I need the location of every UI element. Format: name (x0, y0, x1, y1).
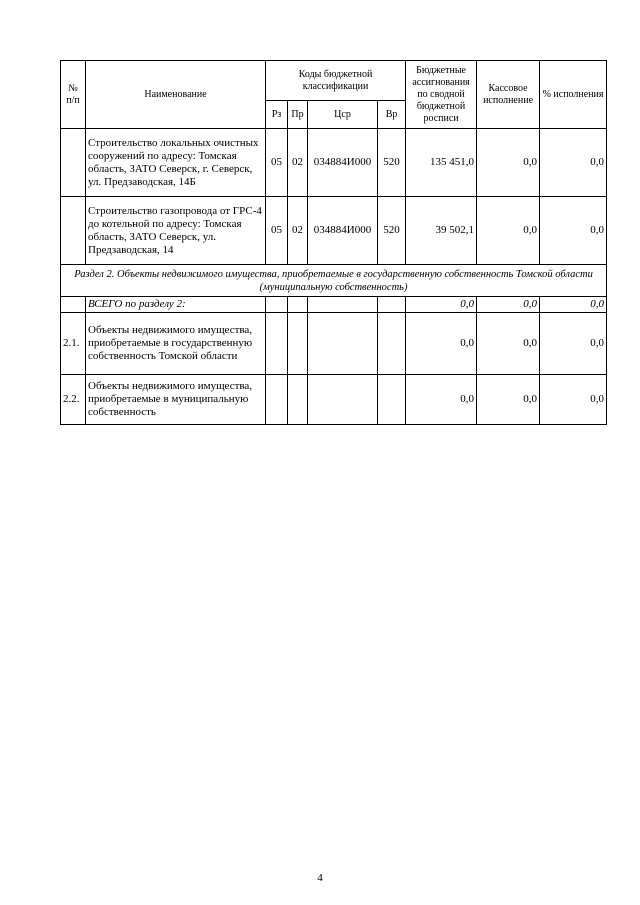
header-pct: % исполнения (540, 61, 607, 129)
row-pct: 0,0 (540, 313, 607, 375)
row-assign: 0,0 (406, 313, 477, 375)
header-name: Наименование (86, 61, 266, 129)
row-pct: 0,0 (540, 375, 607, 425)
table-row (61, 129, 607, 197)
row-cash: 0,0 (477, 313, 540, 375)
row-name: Строительство локальных очистных сооружений по адресу: Томская область, ЗАТО Северск, г. Северск, ул. Предзаводская, 14Б (86, 129, 266, 197)
section-2-total-cash: 0,0 (477, 297, 540, 313)
row-pr: 02 (288, 197, 308, 265)
row-name: Строительство газопровода от ГРС-4 до котельной по адресу: Томская область, ЗАТО Северск, ул. Предзаводская, 14 (86, 197, 266, 265)
row-cash: 0,0 (477, 375, 540, 425)
row-num: 2.1. (61, 313, 86, 375)
table-row (61, 197, 607, 265)
header-csr: Цср (308, 101, 378, 129)
row-csr: 034884И000 (308, 129, 378, 197)
row-pct: 0,0 (540, 129, 607, 197)
section-header-row (61, 265, 607, 297)
row-assign: 39 502,1 (406, 197, 477, 265)
header-vr: Вр (378, 101, 406, 129)
budget-table (60, 60, 607, 425)
row-assign: 135 451,0 (406, 129, 477, 197)
table-row (61, 375, 607, 425)
row-vr: 520 (378, 129, 406, 197)
row-name: Объекты недвижимого имущества, приобретаемые в государственную собственность Томской области (86, 313, 266, 375)
row-assign: 0,0 (406, 375, 477, 425)
row-num: 2.2. (61, 375, 86, 425)
row-rz: 05 (266, 197, 288, 265)
table-row (61, 313, 607, 375)
row-name: Объекты недвижимого имущества, приобретаемые в муниципальную собственность (86, 375, 266, 425)
row-num (61, 129, 86, 197)
header-pr: Пр (288, 101, 308, 129)
section-2-total-label: ВСЕГО по разделу 2: (86, 297, 266, 313)
section-2-total-assign: 0,0 (406, 297, 477, 313)
row-csr: 034884И000 (308, 197, 378, 265)
row-rz: 05 (266, 129, 288, 197)
header-assign: Бюджетные ассигнования по сводной бюджетной росписи (406, 61, 477, 129)
row-pct: 0,0 (540, 197, 607, 265)
section-2-title: Раздел 2. Объекты недвижимого имущества, приобретаемые в государственную собственность Томской области (муниципальную собственность) (61, 265, 607, 297)
row-vr: 520 (378, 197, 406, 265)
header-codes: Коды бюджетной классификации (266, 61, 406, 101)
row-num (61, 197, 86, 265)
header-cash: Кассовое исполнение (477, 61, 540, 129)
header-rz: Рз (266, 101, 288, 129)
row-pr: 02 (288, 129, 308, 197)
total-num-empty (61, 297, 86, 313)
section-2-total-pct: 0,0 (540, 297, 607, 313)
section-total-row (61, 297, 607, 313)
row-cash: 0,0 (477, 129, 540, 197)
row-cash: 0,0 (477, 197, 540, 265)
page-number: 4 (317, 872, 323, 884)
header-num: № п/п (61, 61, 86, 129)
